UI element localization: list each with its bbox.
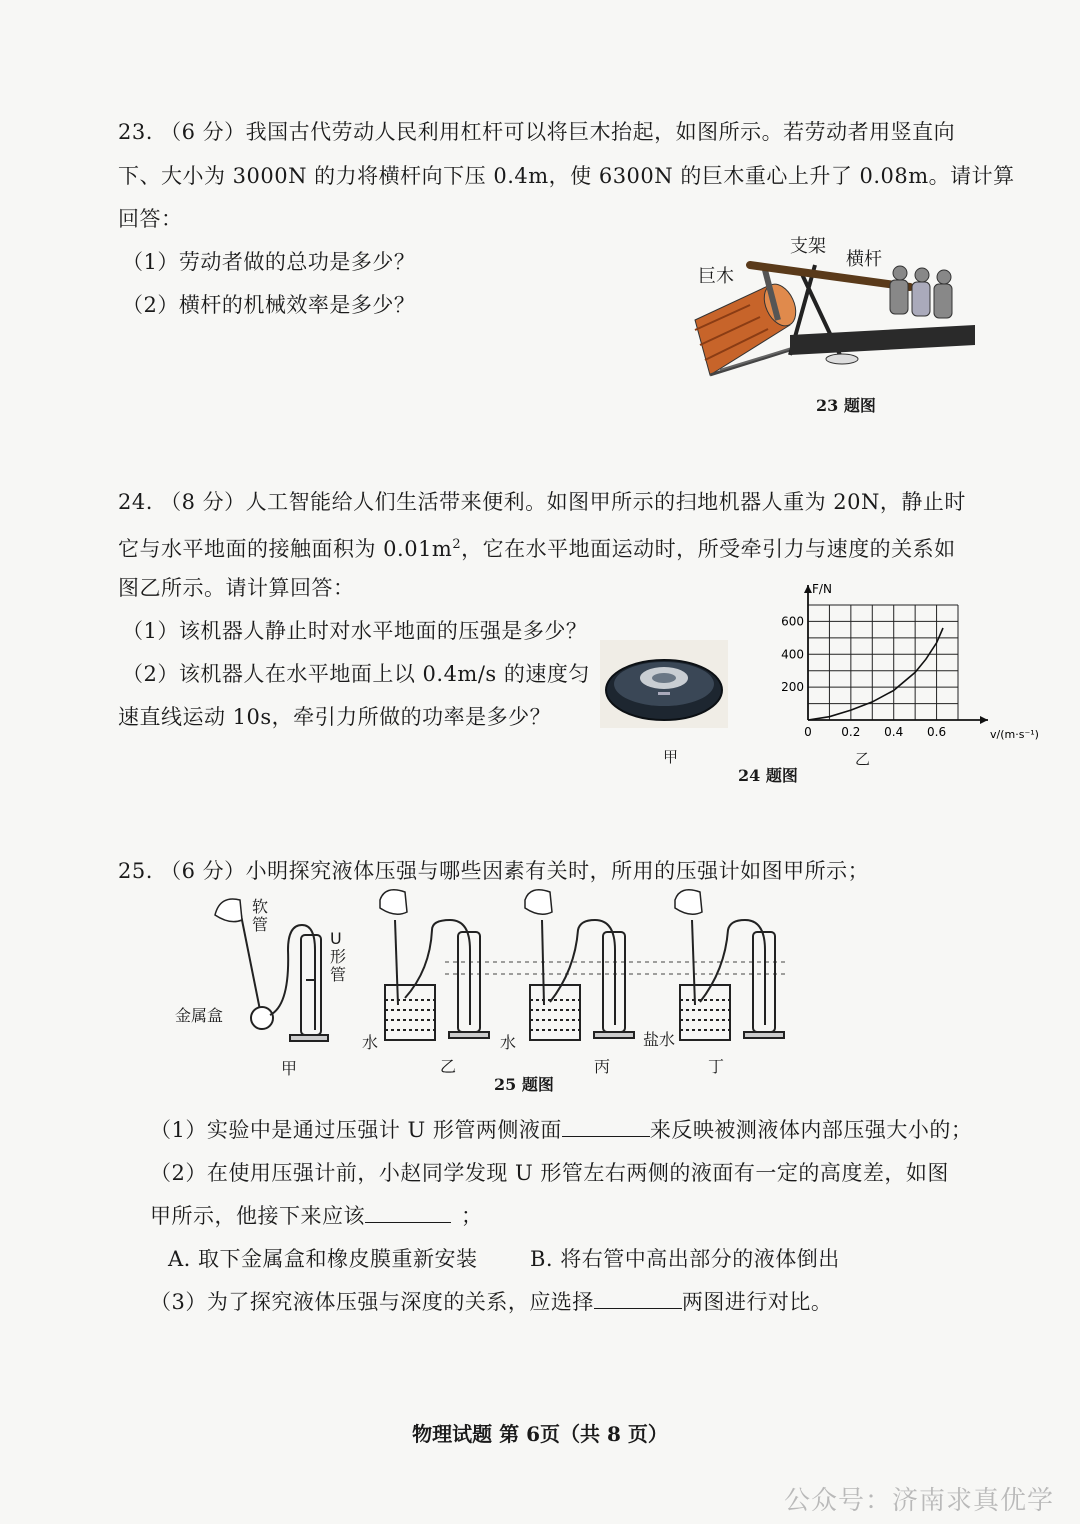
- q25-option-b: B. 将右管中高出部分的液体倒出: [530, 1247, 840, 1271]
- q25-label-jia: 甲: [281, 1059, 298, 1078]
- q25-sub-1: （1）实验中是通过压强计 U 形管两侧液面 来反映被测液体内部压强大小的；: [150, 1118, 973, 1142]
- q25-label-yi: 乙: [440, 1057, 457, 1076]
- q25-sub-2b: 甲所示，他接下来应该 ；: [150, 1204, 483, 1228]
- q23-sub-2: （2）横杆的机械效率是多少？: [122, 293, 416, 317]
- q25-label-water-2: 水: [500, 1033, 517, 1052]
- y-tick-label: 400: [781, 647, 804, 662]
- q25-line-1: 25. （6 分）小明探究液体压强与哪些因素有关时，所用的压强计如图甲所示；: [118, 859, 870, 883]
- q25-label-bing: 丙: [594, 1057, 611, 1076]
- q24-line-2: 它与水平地面的接触面积为 $0.01m^2$，它在水平地面运动时，所受牵引力与速度的关系如: [118, 537, 956, 561]
- q24-line-3: 图乙所示。请计算回答：: [118, 576, 355, 600]
- q25-label-ding: 丁: [708, 1057, 725, 1076]
- force-velocity-chart: [770, 565, 1039, 755]
- q23-line-1: 23. （6 分）我国古代劳动人民利用杠杆可以将巨木抬起，如图所示。若劳动者用竖直向: [118, 120, 956, 144]
- q24-caption: 24 题图: [738, 766, 798, 785]
- q25-option-a: A. 取下金属盒和橡皮膜重新安装: [168, 1247, 478, 1271]
- q25-sub-3: （3）为了探究液体压强与深度的关系，应选择 两图进行对比。: [150, 1290, 833, 1314]
- q25-label-metalbox: 金属盒: [175, 1006, 224, 1025]
- q23-line-2: 下、大小为 3000N 的力将横杆向下压 0.4m，使 6300N 的巨木重心上升了 0.08m。请计算: [118, 164, 1015, 188]
- q23-caption: 23 题图: [816, 396, 876, 415]
- q24-label-yi: 乙: [855, 750, 871, 768]
- x-tick-label: 0.4: [884, 725, 904, 739]
- answer-blank-1[interactable]: [562, 1116, 650, 1137]
- watermark: 公众号：济南求真优学: [783, 1486, 1054, 1516]
- q24-label-jia: 甲: [663, 748, 679, 766]
- x-axis-label: v/(m·s⁻¹): [990, 728, 1039, 741]
- q25-caption: 25 题图: [494, 1075, 554, 1094]
- q24-sub-2b: 速直线运动 10s，牵引力所做的功率是多少？: [118, 705, 552, 729]
- q25-label-water-1: 水: [362, 1033, 379, 1052]
- q25-label-utube: U形管: [330, 929, 347, 984]
- x-axis-arrow: [980, 716, 988, 724]
- q24-line-1: 24. （8 分）人工智能给人们生活带来便利。如图甲所示的扫地机器人重为 20N，静止时: [118, 490, 966, 514]
- q23-line-3: 回答：: [118, 207, 183, 231]
- series-line: [808, 628, 943, 720]
- y-tick-label: 200: [781, 680, 804, 695]
- answer-blank-2[interactable]: [365, 1202, 451, 1223]
- answer-blank-3[interactable]: [594, 1288, 682, 1309]
- q25-sub-2a: （2）在使用压强计前，小赵同学发现 U 形管左右两侧的液面有一定的高度差，如图: [150, 1161, 949, 1185]
- q23-label-bar: 横杆: [846, 249, 882, 270]
- q25-label-hose: 软管: [252, 897, 269, 934]
- y-axis-arrow: [804, 585, 812, 593]
- q23-label-log: 巨木: [698, 266, 734, 287]
- y-axis-label: F/N: [812, 582, 832, 596]
- q24-sub-1: （1）该机器人静止时对水平地面的压强是多少？: [122, 619, 588, 643]
- page-footer: 物理试题 第 6页（共 8 页）: [412, 1422, 668, 1446]
- x-tick-label: 0.6: [927, 725, 947, 739]
- y-tick-label: 600: [781, 614, 804, 629]
- q24-sub-2a: （2）该机器人在水平地面上以 0.4m/s 的速度匀: [122, 662, 590, 686]
- q25-label-brine: 盐水: [643, 1030, 676, 1049]
- q23-label-support: 支架: [790, 236, 826, 257]
- q23-sub-1: （1）劳动者做的总功是多少？: [122, 250, 416, 274]
- x-tick-label: 0.2: [841, 725, 861, 739]
- q23-lever-figure: [690, 225, 980, 385]
- robot-vacuum-image: [600, 640, 728, 728]
- x-tick-label: 0: [804, 725, 812, 739]
